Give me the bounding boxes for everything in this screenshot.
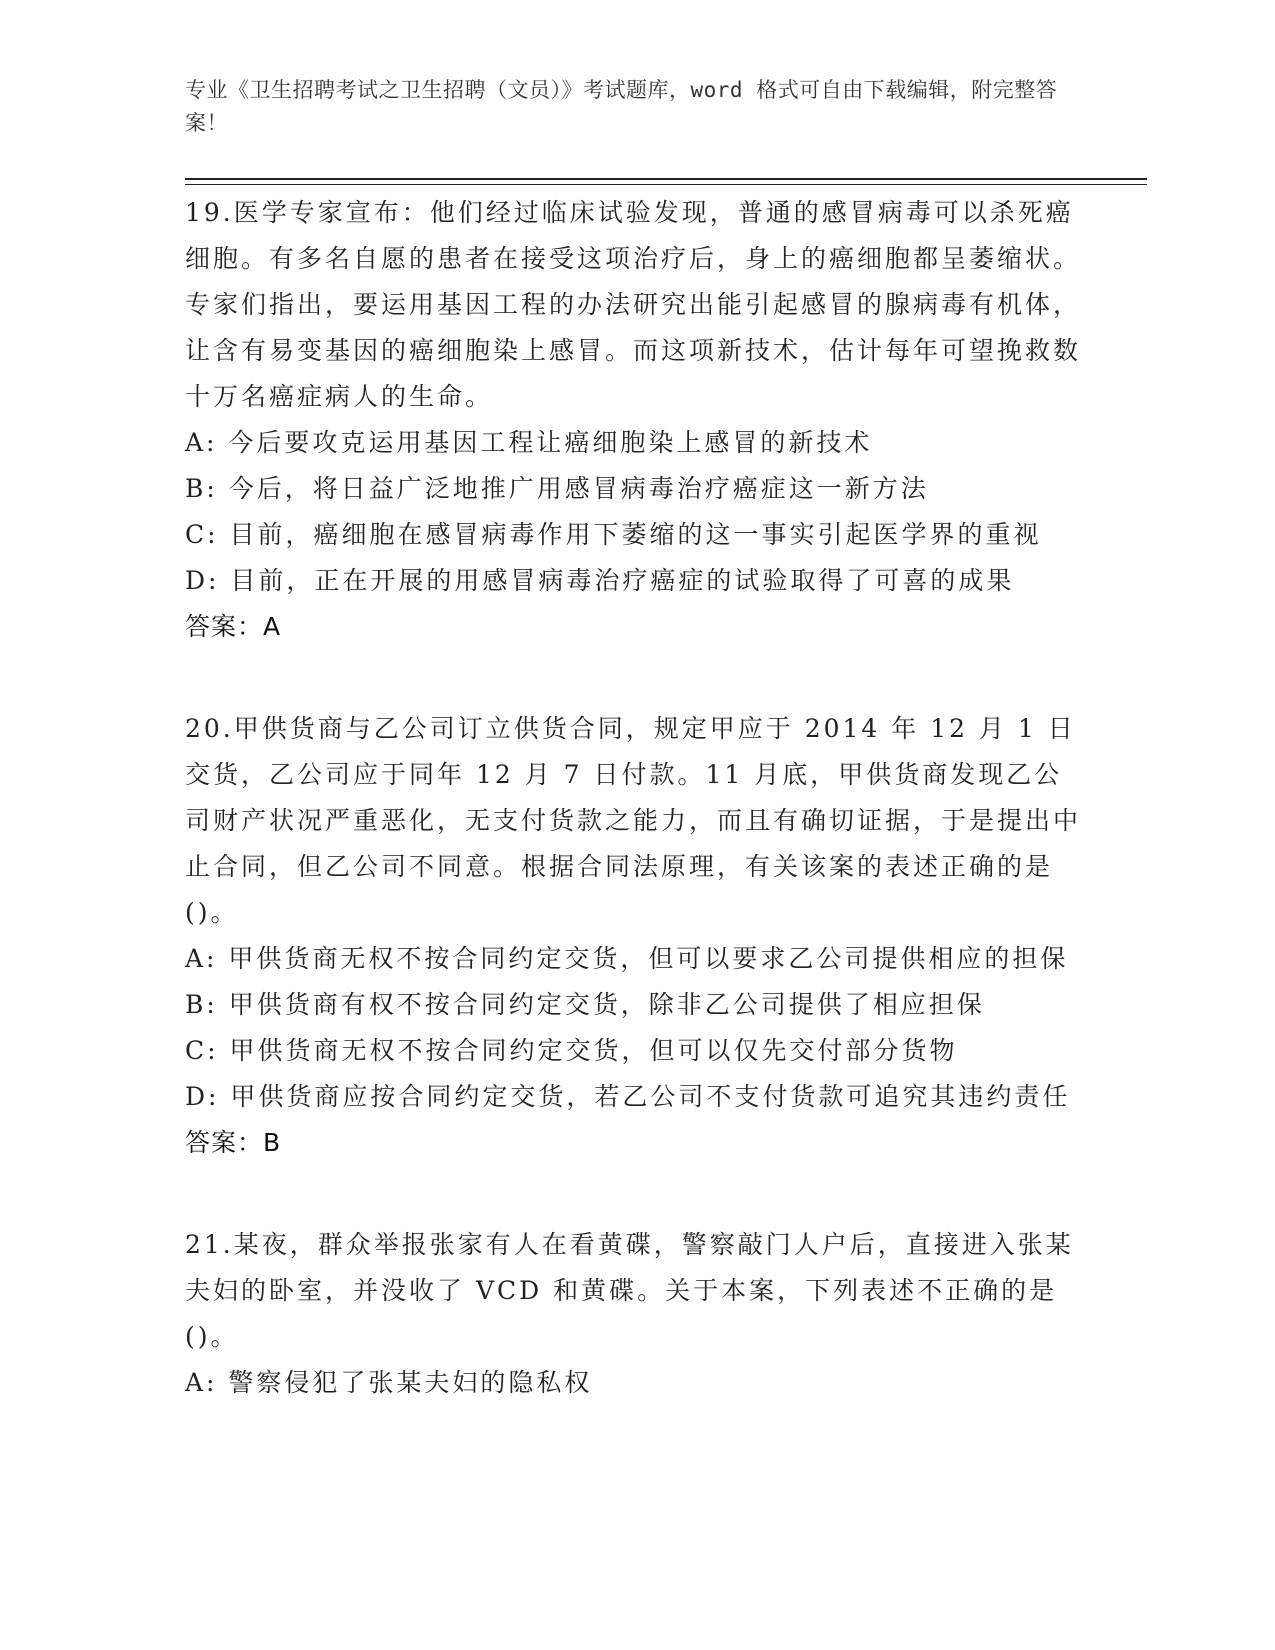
question-stem: 21.某夜，群众举报张家有人在看黄碟，警察敲门人户后，直接进入张某夫妇的卧室，并没收了 VCD 和黄碟。关于本案，下列表述不正确的是()。 [185, 1230, 1074, 1351]
question-21 [185, 1222, 1085, 1406]
document-header [185, 74, 1065, 140]
question-19 [185, 190, 1085, 650]
header-divider-thick [185, 178, 1147, 180]
question-stem: 19.医学专家宣布：他们经过临床试验发现，普通的感冒病毒可以杀死癌细胞。有多名自愿的患者在接受这项治疗后，身上的癌细胞都呈萎缩状。专家们指出，要运用基因工程的办法研究出能引起感冒的腺病毒有机体，让含有易变基因的癌细胞染上感冒。而这项新技术，估计每年可望挽救数十万名癌症病人的生命。 [185, 198, 1082, 411]
option-d: D: 甲供货商应按合同约定交货，若乙公司不支付货款可追究其违约责任 [185, 1082, 1071, 1111]
option-b: B: 甲供货商有权不按合同约定交货，除非乙公司提供了相应担保 [185, 990, 985, 1019]
option-c: C: 甲供货商无权不按合同约定交货，但可以仅先交付部分货物 [185, 1036, 958, 1065]
option-a: A: 今后要攻克运用基因工程让癌细胞染上感冒的新技术 [185, 428, 873, 457]
option-a: A: 甲供货商无权不按合同约定交货，但可以要求乙公司提供相应的担保 [185, 944, 1069, 973]
question-stem: 20.甲供货商与乙公司订立供货合同，规定甲应于 2014 年 12 月 1 日交货，乙公司应于同年 12 月 7 日付款。11 月底，甲供货商发现乙公司财产状况严重恶化，无支付货款之能力，而且有确切证据，于是提出中止合同，但乙公司不同意。根据合同法原理，有关该案的表述正确的是()。 [185, 714, 1082, 927]
header-divider-thin [185, 184, 1147, 185]
option-a: A: 警察侵犯了张某夫妇的隐私权 [185, 1368, 593, 1397]
answer: 答案：B [185, 1128, 282, 1157]
option-d: D: 目前，正在开展的用感冒病毒治疗癌症的试验取得了可喜的成果 [185, 566, 1015, 595]
answer: 答案：A [185, 612, 282, 641]
question-list [185, 190, 1085, 1406]
header-text: 专业《卫生招聘考试之卫生招聘（文员）》考试题库，word 格式可自由下载编辑，附完整答案！ [185, 78, 1058, 135]
question-20 [185, 706, 1085, 1166]
option-c: C: 目前，癌细胞在感冒病毒作用下萎缩的这一事实引起医学界的重视 [185, 520, 1042, 549]
option-b: B: 今后，将日益广泛地推广用感冒病毒治疗癌症这一新方法 [185, 474, 929, 503]
